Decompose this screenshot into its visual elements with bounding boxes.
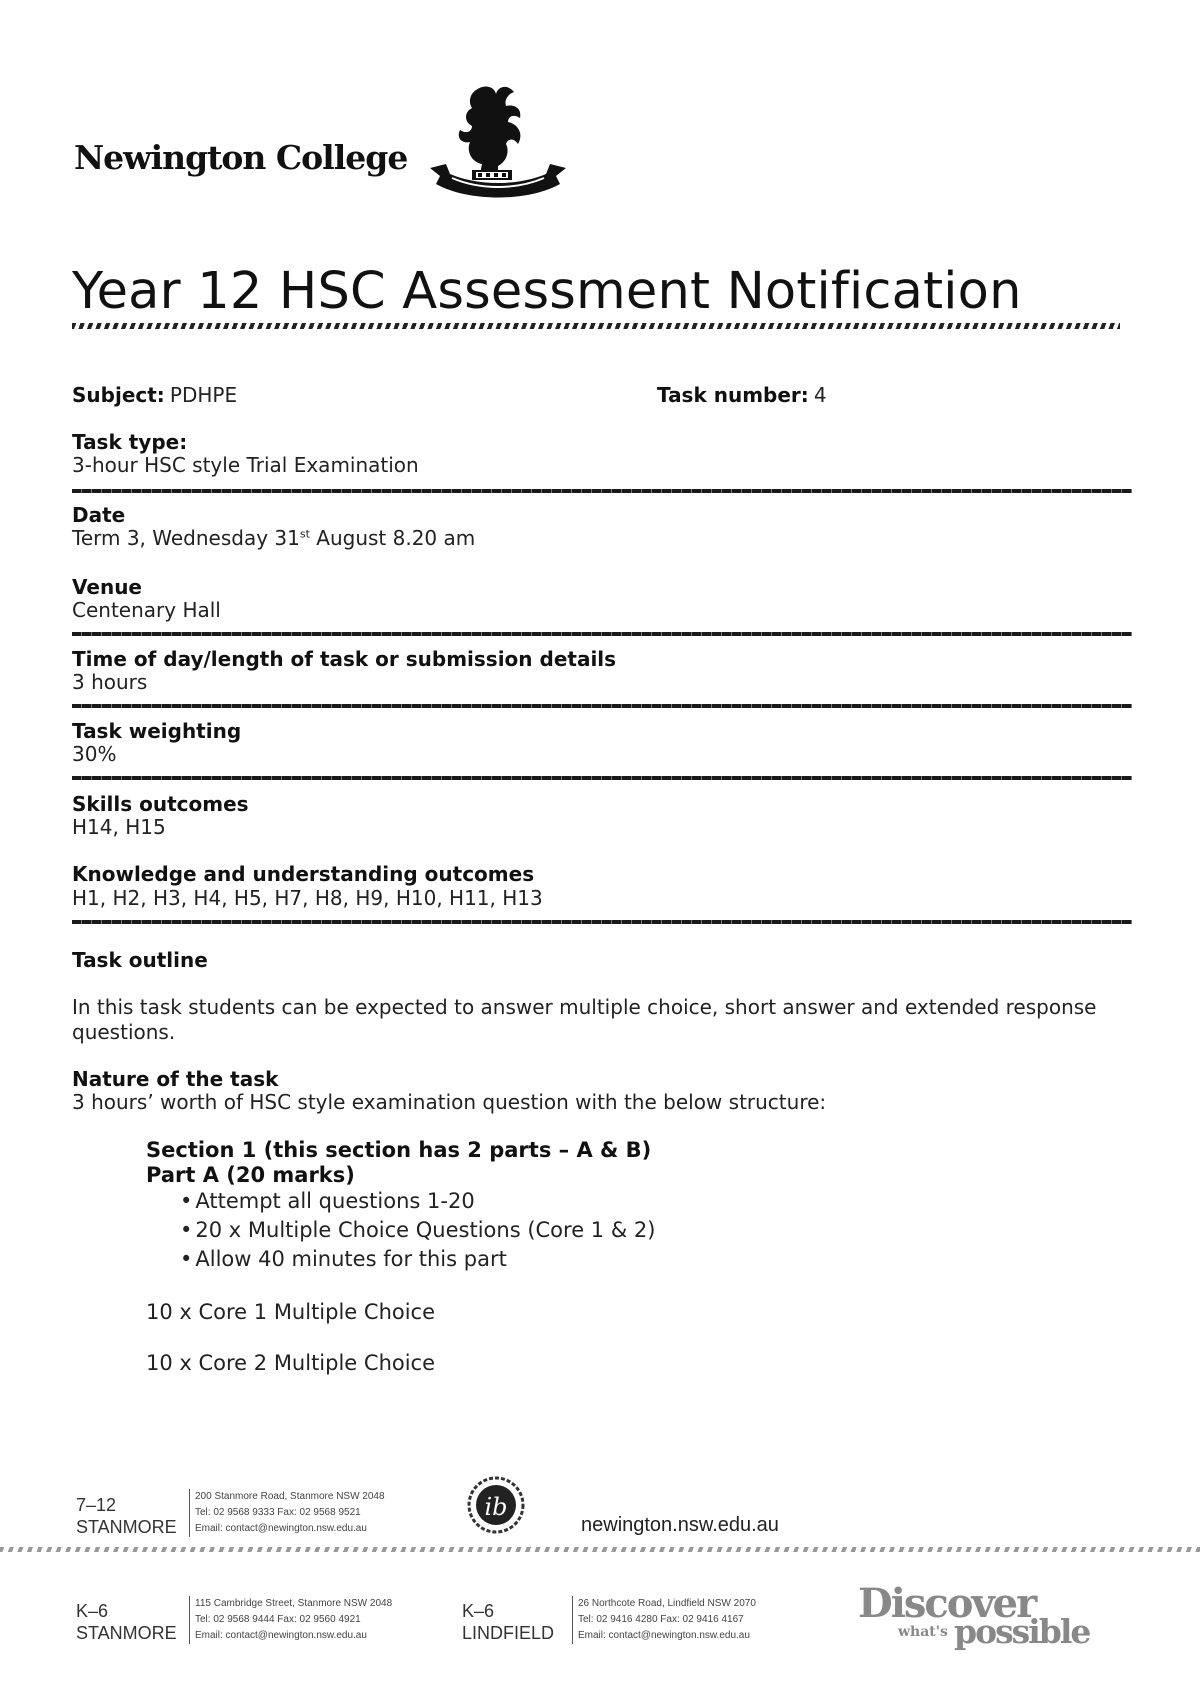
website-link[interactable]: newington.nsw.edu.au (581, 1514, 779, 1536)
campus1-contact (189, 1489, 385, 1537)
subject-value: PDHPE (169, 383, 238, 407)
part-a-bullets (180, 1187, 655, 1274)
date-label: Date (72, 503, 126, 527)
section-heading: Section 1 (this section has 2 parts – A & B) (146, 1138, 652, 1162)
school-logo-wordmark: Newington College (74, 138, 408, 177)
campus2-level: K–6 (76, 1601, 109, 1621)
weighting-value: 30% (72, 742, 117, 766)
footer-divider (0, 1547, 1200, 1552)
knowledge-value: H1, H2, H3, H4, H5, H7, H8, H9, H10, H11, H13 (72, 886, 543, 910)
venue-value: Centenary Hall (72, 598, 221, 622)
title-underline (72, 323, 1120, 329)
campus1-phone: Tel: 02 9568 9333 Fax: 02 9568 9521 (195, 1507, 361, 1518)
campus2-phone: Tel: 02 9568 9444 Fax: 02 9560 4921 (195, 1614, 361, 1625)
core2-text: 10 x Core 2 Multiple Choice (146, 1351, 436, 1375)
campus2-email: Email: contact@newington.nsw.edu.au (195, 1630, 367, 1641)
time-value: 3 hours (72, 670, 148, 694)
skills-value: H14, H15 (72, 815, 166, 839)
ib-world-school-icon (466, 1475, 526, 1535)
campus1-email: Email: contact@newington.nsw.edu.au (195, 1523, 367, 1534)
campus3-level: K–6 (462, 1601, 495, 1621)
campus3-name: LINDFIELD (462, 1623, 555, 1643)
task-outline-text: In this task students can be expected to answer multiple choice, short answer and extended response questions. (72, 995, 1097, 1044)
core1-text: 10 x Core 1 Multiple Choice (146, 1300, 436, 1324)
weighting-label: Task weighting (72, 719, 242, 743)
divider (72, 776, 1132, 780)
divider (72, 632, 1132, 636)
college-crest-icon (428, 82, 568, 207)
campus3-contact (572, 1596, 756, 1644)
part-heading: Part A (20 marks) (146, 1163, 355, 1187)
date-suffix-ordinal: st (299, 527, 310, 541)
divider (72, 704, 1132, 708)
knowledge-label: Knowledge and understanding outcomes (72, 862, 535, 886)
subject-label: Subject: (72, 383, 165, 407)
task-outline-heading: Task outline (72, 948, 208, 972)
page-title: Year 12 HSC Assessment Notification (72, 262, 1022, 321)
campus2-block (76, 1600, 177, 1644)
campus1-name: STANMORE (76, 1517, 177, 1537)
svg-text:ib: ib (484, 1493, 508, 1521)
campus3-address: 26 Northcote Road, Lindfield NSW 2070 (578, 1598, 756, 1609)
subject-row (72, 383, 237, 407)
slogan-possible: possible (954, 1612, 1090, 1651)
campus1-level: 7–12 (76, 1495, 117, 1515)
list-item: • 20 x Multiple Choice Questions (Core 1 & 2) (180, 1216, 655, 1245)
campus3-email: Email: contact@newington.nsw.edu.au (578, 1630, 750, 1641)
task-number-row (657, 383, 827, 407)
date-prefix: Term 3, Wednesday 31 (72, 526, 300, 550)
campus1-address: 200 Stanmore Road, Stanmore NSW 2048 (195, 1491, 385, 1502)
date-value (72, 526, 475, 550)
campus2-address: 115 Cambridge Street, Stanmore NSW 2048 (195, 1598, 393, 1609)
venue-label: Venue (72, 575, 142, 599)
campus2-contact (189, 1596, 392, 1644)
list-item: • Allow 40 minutes for this part (180, 1245, 655, 1274)
campus3-block (462, 1600, 554, 1644)
divider (72, 489, 1132, 493)
campus3-phone: Tel: 02 9416 4280 Fax: 02 9416 4167 (578, 1614, 744, 1625)
task-type-label: Task type: (72, 430, 188, 454)
nature-text: 3 hours’ worth of HSC style examination question with the below structure: (72, 1090, 827, 1114)
date-suffix: August 8.20 am (309, 526, 476, 550)
nature-label: Nature of the task (72, 1067, 279, 1091)
skills-label: Skills outcomes (72, 792, 249, 816)
task-number-label: Task number: (657, 383, 809, 407)
divider (72, 920, 1132, 924)
campus2-name: STANMORE (76, 1623, 177, 1643)
time-label: Time of day/length of task or submission details (72, 647, 617, 671)
task-number-value: 4 (813, 383, 827, 407)
task-type-value: 3-hour HSC style Trial Examination (72, 453, 419, 477)
slogan-logo (858, 1580, 1108, 1655)
list-item: • Attempt all questions 1-20 (180, 1187, 655, 1216)
slogan-whats: what's (898, 1624, 948, 1640)
slogan-discover: Discover (858, 1580, 1036, 1627)
campus1-block (76, 1494, 177, 1538)
